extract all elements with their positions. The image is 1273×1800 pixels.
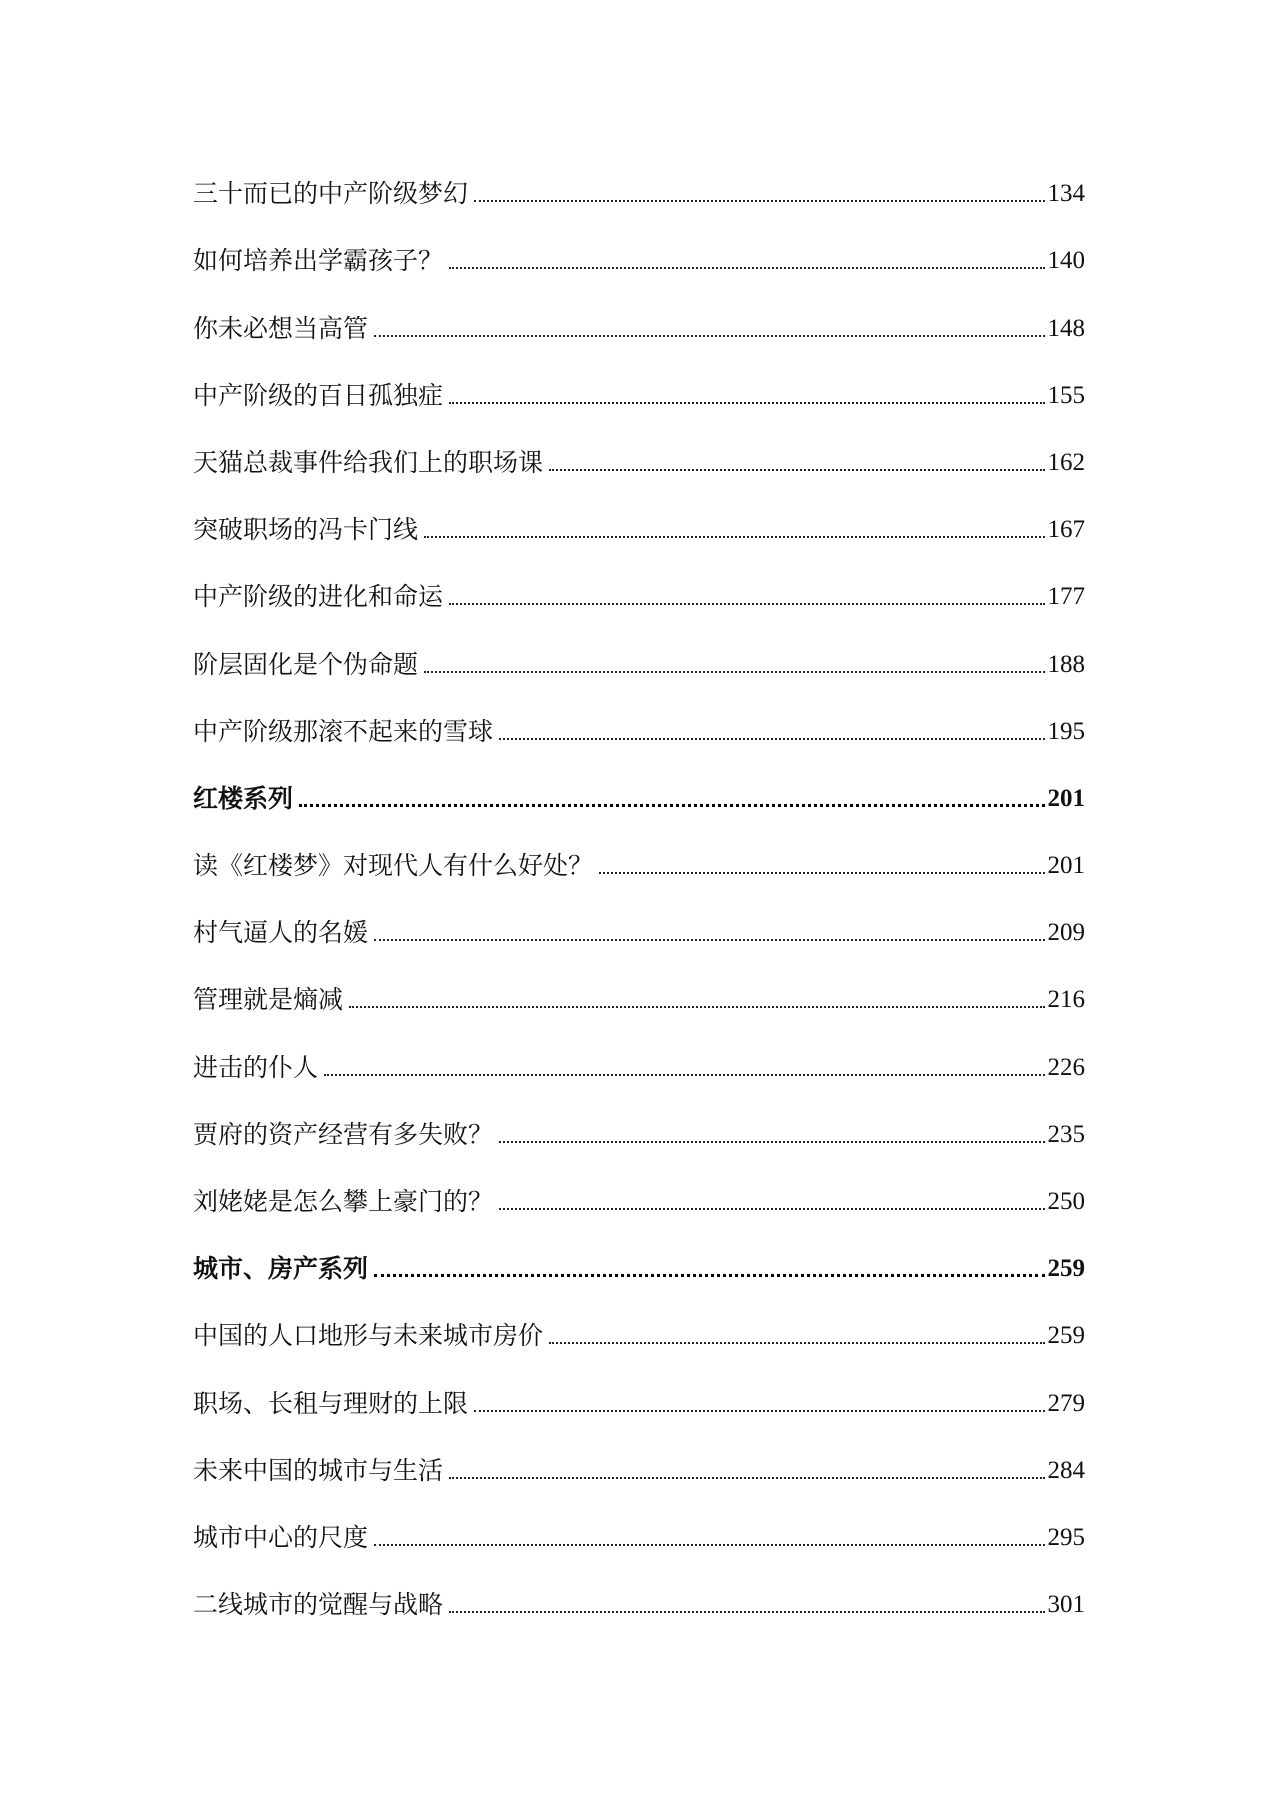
dot-leader (449, 267, 1044, 269)
dot-leader (474, 1410, 1044, 1412)
toc-entry-page: 284 (1047, 1456, 1085, 1484)
toc-entry-page: 279 (1047, 1389, 1085, 1417)
toc-entry[interactable] (193, 1033, 1085, 1100)
toc-entry-title: 中产阶级那滚不起来的雪球 (193, 716, 494, 746)
toc-entry-page: 235 (1047, 1120, 1085, 1148)
dot-leader (374, 1544, 1044, 1546)
toc-entry-page: 209 (1047, 919, 1085, 947)
toc-entry-title: 天猫总裁事件给我们上的职场课 (193, 447, 544, 477)
toc-entry-page: 226 (1047, 1053, 1085, 1081)
toc-entry[interactable] (193, 832, 1085, 899)
dot-leader (599, 872, 1044, 874)
toc-entry-title: 三十而已的中产阶级梦幻 (193, 179, 469, 209)
toc-entry[interactable] (193, 496, 1085, 563)
toc-entry-page: 216 (1047, 986, 1085, 1014)
dot-leader (374, 939, 1044, 941)
toc-entry-title: 阶层固化是个伪命题 (193, 649, 419, 679)
dot-leader (374, 1274, 1044, 1277)
toc-entry-title: 读《红楼梦》对现代人有什么好处？ (193, 851, 594, 881)
toc-entry-page: 259 (1047, 1322, 1085, 1350)
toc-entry-title: 突破职场的冯卡门线 (193, 515, 419, 545)
toc-entry-title: 中产阶级的百日孤独症 (193, 380, 444, 410)
toc-entry[interactable] (193, 294, 1085, 361)
toc-entry-title: 管理就是熵减 (193, 985, 344, 1015)
toc-entry-title: 刘姥姥是怎么攀上豪门的？ (193, 1187, 494, 1216)
toc-entry-title: 进击的仆人 (193, 1052, 319, 1082)
dot-leader (424, 671, 1044, 673)
toc-entry-page: 162 (1047, 448, 1085, 476)
toc-entry-page: 301 (1047, 1591, 1085, 1619)
toc-entry[interactable] (193, 1437, 1085, 1504)
dot-leader (549, 469, 1044, 471)
toc-entry-page: 140 (1047, 247, 1085, 275)
toc-section-title: 红楼系列 (193, 783, 294, 813)
toc-entry-title: 职场、长租与理财的上限 (193, 1388, 469, 1418)
dot-leader (324, 1074, 1044, 1076)
dot-leader (349, 1006, 1044, 1008)
toc-entry-title: 城市中心的尺度 (193, 1522, 369, 1552)
toc-entry-title: 中国的人口地形与未来城市房价 (193, 1321, 544, 1351)
toc-entry[interactable] (193, 362, 1085, 429)
dot-leader (449, 1477, 1044, 1479)
toc-entry-title: 你未必想当高管 (193, 313, 369, 343)
toc-entry-title: 未来中国的城市与生活 (193, 1455, 444, 1485)
toc-entry-page: 250 (1047, 1188, 1085, 1215)
toc-entry[interactable] (193, 563, 1085, 630)
toc-entry[interactable] (193, 227, 1085, 294)
toc-entry-title: 村气逼人的名媛 (193, 918, 369, 948)
toc-entry-page: 167 (1047, 516, 1085, 544)
toc-entry-page: 201 (1047, 852, 1085, 880)
toc-entry-title: 如何培养出学霸孩子？ (193, 246, 444, 276)
dot-leader (449, 603, 1044, 605)
toc-entry[interactable] (193, 630, 1085, 697)
toc-entry[interactable] (193, 1571, 1085, 1638)
dot-leader (299, 804, 1044, 807)
toc-entry[interactable] (193, 1369, 1085, 1436)
toc-section-title: 城市、房产系列 (193, 1254, 369, 1284)
toc-section-heading[interactable] (193, 1235, 1085, 1302)
toc-entry-page: 155 (1047, 381, 1085, 409)
toc-entry[interactable] (193, 1302, 1085, 1369)
toc-section-page: 259 (1047, 1255, 1085, 1283)
dot-leader (474, 200, 1044, 202)
dot-leader (424, 536, 1044, 538)
toc-section-page: 201 (1047, 784, 1085, 812)
toc-entry[interactable] (193, 1504, 1085, 1571)
toc-entry-page: 195 (1047, 717, 1085, 745)
dot-leader (499, 1208, 1044, 1210)
toc-entry-page: 134 (1047, 180, 1085, 208)
toc-entry[interactable] (193, 429, 1085, 496)
toc-entry[interactable] (193, 899, 1085, 966)
dot-leader (549, 1342, 1044, 1344)
toc-entry-title: 贾府的资产经营有多失败？ (193, 1119, 494, 1149)
dot-leader (449, 1611, 1044, 1613)
toc-entry-page: 177 (1047, 583, 1085, 611)
toc-entry[interactable] (193, 160, 1085, 227)
toc-entry[interactable] (193, 1101, 1085, 1168)
dot-leader (374, 335, 1044, 337)
toc-entry[interactable] (193, 1168, 1085, 1235)
toc-entry-title: 二线城市的觉醒与战略 (193, 1590, 444, 1620)
toc-entry-title: 中产阶级的进化和命运 (193, 582, 444, 612)
dot-leader (449, 402, 1044, 404)
dot-leader (499, 738, 1044, 740)
toc-entry-page: 148 (1047, 314, 1085, 342)
table-of-contents (193, 160, 1085, 1638)
toc-entry-page: 188 (1047, 650, 1085, 678)
dot-leader (499, 1141, 1044, 1143)
toc-entry[interactable] (193, 698, 1085, 765)
toc-section-heading[interactable] (193, 765, 1085, 832)
toc-entry[interactable] (193, 966, 1085, 1033)
toc-entry-page: 295 (1047, 1523, 1085, 1551)
